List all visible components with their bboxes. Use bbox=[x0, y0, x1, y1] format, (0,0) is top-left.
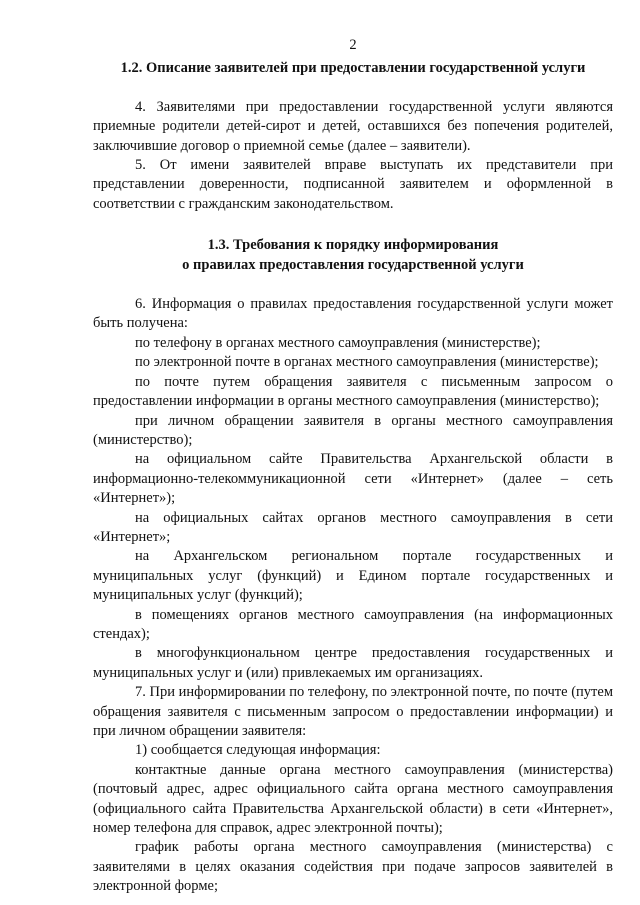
page-number: 2 bbox=[349, 37, 357, 53]
paragraph: контактные данные органа местного самоуправления (министерства) (почтовый адрес, адрес официального сайта органа местного самоуправления (официального сайта Правительства Архангельской области) в сети «Интернет», номер телефона для справок, адрес электронной почты); bbox=[93, 761, 613, 837]
document-page bbox=[93, 36, 613, 897]
paragraph: 5. От имени заявителей вправе выступать их представители при представлении доверенности, подписанной заявителем и оформленной в соответствии с гражданским законодательством. bbox=[93, 157, 613, 212]
paragraph: 4. Заявителями при предоставлении государственной услуги являются приемные родители детей-сирот и детей, оставшихся без попечения родителей, заключившие договор о приемной семье (далее – заявители). bbox=[93, 98, 613, 154]
heading-line: о правилах предоставления государственной услуги bbox=[182, 256, 524, 273]
section-1-2-body bbox=[93, 98, 613, 214]
paragraph: на официальном сайте Правительства Архангельской области в информационно-телекоммуникационной сети «Интернет» (далее – сеть «Интернет»); bbox=[93, 451, 613, 507]
paragraph: по почте путем обращения заявителя с письменным запросом о предоставлении информации в органы местного самоуправления (министерство); bbox=[93, 373, 613, 410]
paragraph: в многофункциональном центре предоставления государственных и муниципальных услуг и (или) привлекаемых им организациях. bbox=[93, 645, 613, 681]
paragraph: в помещениях органов местного самоуправления (на информационных стендах); bbox=[93, 606, 613, 642]
paragraph: 1) сообщается следующая информация: bbox=[135, 742, 381, 759]
section-1-3-body bbox=[93, 295, 613, 897]
paragraph: при личном обращении заявителя в органы местного самоуправления (министерство); bbox=[93, 412, 613, 448]
paragraph: на Архангельском региональном портале государственных и муниципальных услуг (функций) и Едином портале государственных и муниципальных услуг (функций); bbox=[93, 548, 613, 604]
paragraph: 7. При информировании по телефону, по электронной почте, по почте (путем обращения заявителя с письменным запросом о предоставлении информации) и при личном обращении заявителя: bbox=[93, 684, 613, 739]
section-heading-1-3 bbox=[93, 236, 613, 275]
heading-line: 1.3. Требования к порядку информирования bbox=[207, 237, 499, 254]
paragraph: по телефону в органах местного самоуправления (министерстве); bbox=[135, 334, 541, 351]
paragraph: 6. Информация о правилах предоставления государственной услуги может быть получена: bbox=[93, 296, 613, 332]
paragraph: по электронной почте в органах местного самоуправления (министерстве); bbox=[135, 354, 599, 371]
paragraph: график работы органа местного самоуправления (министерства) с заявителями в целях оказания содействия при подаче запросов заявителей в электронной форме; bbox=[93, 839, 613, 895]
paragraph: на официальных сайтах органов местного самоуправления в сети «Интернет»; bbox=[93, 509, 613, 545]
section-heading-1-2: 1.2. Описание заявителей при предоставлении государственной услуги bbox=[120, 60, 586, 77]
